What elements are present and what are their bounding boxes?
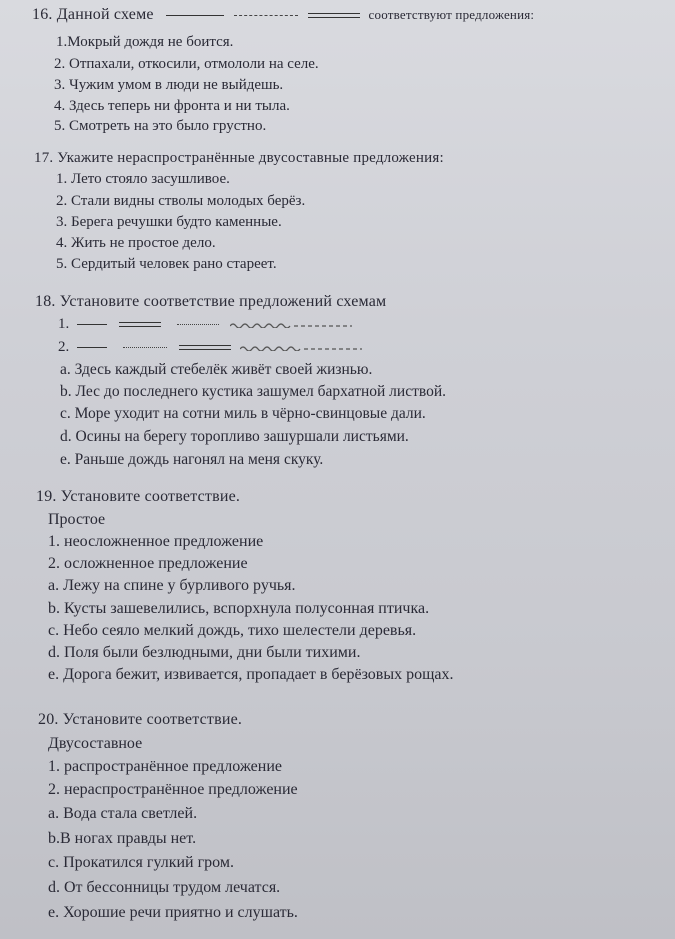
q19-option-d: d. Поля были безлюдными, дни были тихими.: [48, 644, 361, 661]
q16-option-1: 1.Мокрый дождя не боится.: [56, 34, 234, 50]
q18-option-a: a. Здесь каждый стебелёк живёт своей жизнью.: [60, 361, 373, 378]
q20-category-2: 2. нераспространённое предложение: [48, 781, 298, 798]
scheme-subject-line: [166, 15, 224, 16]
q20-option-e: e. Хорошие речи приятно и слушать.: [48, 904, 298, 921]
question-17-title: 17. Укажите нераспространённые двусоставные предложения:: [34, 150, 444, 166]
q18-option-e: e. Раньше дождь нагонял на меня скуку.: [60, 451, 324, 468]
q18-scheme-1-label: 1.: [58, 316, 70, 332]
q19-category-2: 2. осложненное предложение: [48, 555, 248, 572]
q17-option-2: 2. Стали видны стволы молодых берёз.: [56, 193, 306, 209]
q17-option-3: 3. Берега речушки будто каменные.: [56, 214, 282, 230]
question-16-title-suffix: соответствуют предложения:: [368, 7, 535, 22]
q18-scheme-2: [58, 339, 362, 356]
scheme-subject-line: [77, 347, 107, 348]
question-18-title: 18. Установите соответствие предложений схемам: [35, 293, 387, 310]
q20-option-b: b.В ногах правды нет.: [48, 830, 197, 847]
q16-option-2: 2. Отпахали, откосили, отмололи на селе.: [54, 56, 319, 72]
q18-option-b: b. Лес до последнего кустика зашумел бархатной листвой.: [60, 383, 447, 400]
scheme-subject-line: [77, 324, 107, 325]
q16-option-4: 4. Здесь теперь ни фронта и ни тыла.: [54, 98, 290, 114]
q16-option-5: 5. Смотреть на это было грустно.: [54, 118, 267, 134]
q17-option-1: 1. Лето стояло засушливое.: [56, 171, 230, 187]
q19-category-1: 1. неосложненное предложение: [48, 533, 264, 550]
q17-option-5: 5. Сердитый человек рано стареет.: [56, 256, 277, 272]
scheme-attribute-line: [123, 347, 167, 348]
scheme-predicate-line: [308, 13, 360, 18]
scheme-attribute-line: [177, 324, 219, 325]
q18-scheme-1: [58, 316, 352, 333]
q20-category-1: 1. распространённое предложение: [48, 758, 282, 775]
question-20-title: 20. Установите соответствие.: [38, 711, 243, 728]
q20-option-a: a. Вода стала светлей.: [48, 805, 198, 822]
scheme-adverbial-line: [240, 345, 362, 351]
q16-option-3: 3. Чужим умом в люди не выйдешь.: [54, 77, 284, 93]
q20-option-c: c. Прокатился гулкий гром.: [48, 854, 234, 871]
q19-option-a: a. Лежу на спине у бурливого ручья.: [48, 577, 296, 594]
q20-option-d: d. От бессонницы трудом лечатся.: [48, 879, 281, 896]
scheme-predicate-line: [119, 322, 161, 327]
q17-option-4: 4. Жить не простое дело.: [56, 235, 216, 251]
question-20-subtitle: Двусоставное: [48, 735, 143, 752]
question-16-title-prefix: 16. Данной схеме: [32, 6, 154, 23]
scheme-predicate-line: [179, 345, 231, 350]
q19-option-c: c. Небо сеяло мелкий дождь, тихо шелестели деревья.: [48, 622, 417, 639]
scheme-object-line: [234, 15, 298, 16]
scheme-adverbial-line: [230, 322, 352, 328]
q19-option-b: b. Кусты зашевелились, вспорхнула полусонная птичка.: [48, 600, 430, 617]
q18-option-c: c. Море уходит на сотни миль в чёрно-свинцовые дали.: [60, 405, 426, 422]
question-16-title: [32, 6, 534, 24]
question-19-subtitle: Простое: [48, 511, 106, 528]
question-19-title: 19. Установите соответствие.: [36, 488, 241, 505]
q18-option-d: d. Осины на берегу торопливо зашуршали листьями.: [60, 428, 409, 445]
q19-option-e: e. Дорога бежит, извивается, пропадает в берёзовых рощах.: [48, 666, 454, 683]
q18-scheme-2-label: 2.: [58, 339, 70, 355]
